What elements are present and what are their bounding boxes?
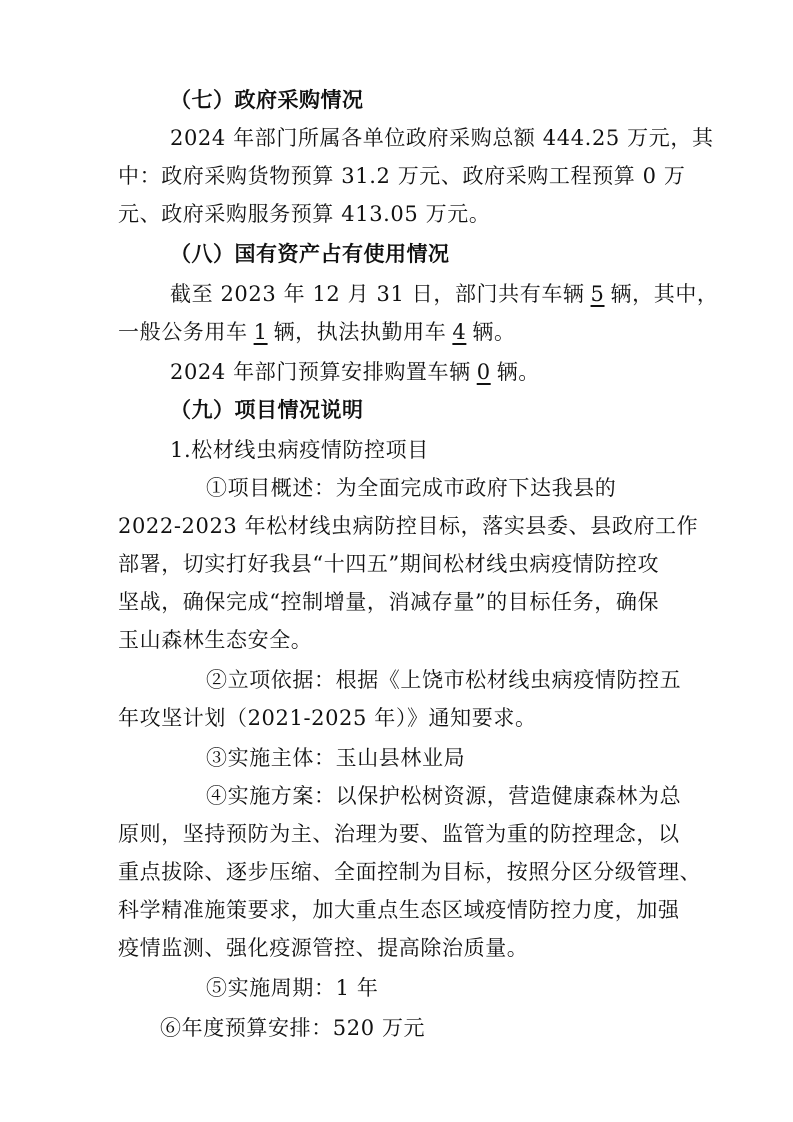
text-segment: 截至 2023 年 12 月 31 日，部门共有车辆 <box>170 282 585 306</box>
paragraph-line: 重点拔除、逐步压缩、全面控制为目标，按照分区分级管理、 <box>118 860 702 884</box>
enforcement-cars-value: 4 <box>452 320 467 344</box>
vehicles-total-value: 5 <box>590 282 605 306</box>
paragraph-line: 年攻坚计划（2021-2025 年）》通知要求。 <box>118 706 537 730</box>
text-segment: 2024 年部门预算安排购置车辆 <box>170 360 471 384</box>
paragraph-line: 原则，坚持预防为主、治理为要、监管为重的防控理念，以 <box>118 822 680 846</box>
paragraph-line: ⑤实施周期：1 年 <box>206 976 379 1000</box>
planned-purchase-value: 0 <box>476 360 491 384</box>
section-heading-gov-procurement: （七）政府采购情况 <box>170 88 364 112</box>
text-segment: 辆，执法执勤用车 <box>273 320 447 344</box>
text-segment: 辆。 <box>472 320 516 344</box>
paragraph-line-planned-purchase <box>170 358 540 386</box>
section-heading-project: （九）项目情况说明 <box>170 398 364 422</box>
official-cars-value: 1 <box>253 320 268 344</box>
paragraph-line: 2024 年部门所属各单位政府采购总额 444.25 万元，其 <box>170 126 714 150</box>
paragraph-line: 坚战，确保完成“控制增量，消减存量”的目标任务，确保 <box>118 590 660 614</box>
project-item-title: 1.松材线虫病疫情防控项目 <box>170 438 429 462</box>
paragraph-line: ③实施主体：玉山县林业局 <box>206 746 466 770</box>
paragraph-line: 2022-2023 年松材线虫病防控目标，落实县委、县政府工作 <box>118 514 699 538</box>
paragraph-line: 部署，切实打好我县“十四五”期间松材线虫病疫情防控攻 <box>118 552 660 576</box>
paragraph-line: ②立项依据：根据《上饶市松材线虫病疫情防控五 <box>206 668 682 692</box>
paragraph-line: 中：政府采购货物预算 31.2 万元、政府采购工程预算 0 万 <box>118 164 686 188</box>
paragraph-line: 玉山森林生态安全。 <box>118 628 313 652</box>
paragraph-line: 元、政府采购服务预算 413.05 万元。 <box>118 202 491 226</box>
text-segment: 辆。 <box>496 360 540 384</box>
text-segment: 一般公务用车 <box>118 320 248 344</box>
text-segment: 辆，其中， <box>610 282 719 306</box>
paragraph-line-vehicles-total <box>170 280 719 308</box>
paragraph-line: 疫情监测、强化疫源管控、提高除治质量。 <box>118 936 529 960</box>
paragraph-line: 科学精准施策要求，加大重点生态区域疫情防控力度，加强 <box>118 898 680 922</box>
paragraph-line: ⑥年度预算安排：520 万元 <box>160 1016 426 1040</box>
paragraph-line-vehicle-breakdown <box>118 318 516 346</box>
section-heading-state-assets: （八）国有资产占有使用情况 <box>170 242 450 266</box>
paragraph-line: ①项目概述：为全面完成市政府下达我县的 <box>206 476 617 500</box>
paragraph-line: ④实施方案：以保护松树资源，营造健康森林为总 <box>206 784 682 808</box>
